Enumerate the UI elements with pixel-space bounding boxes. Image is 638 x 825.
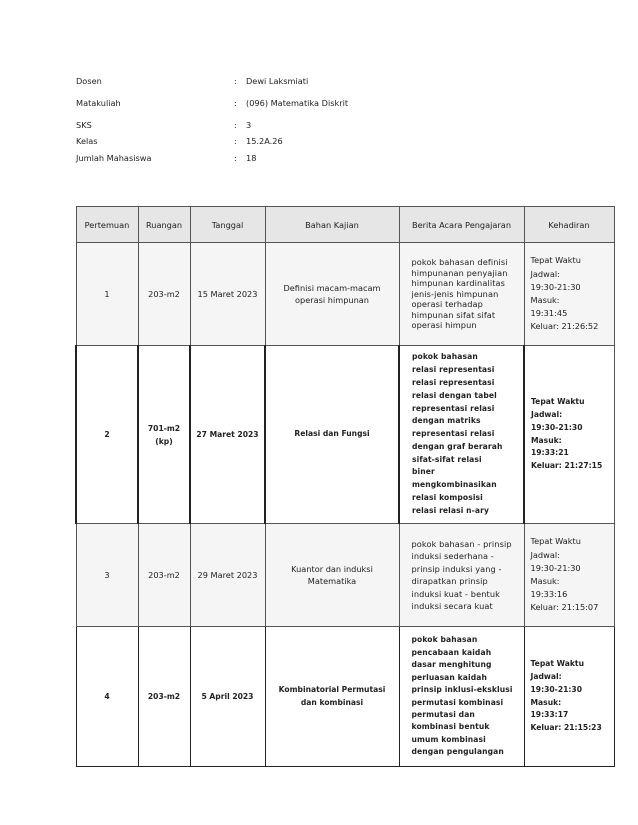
kehadiran-jadwal: 19:30-21:30 bbox=[530, 281, 581, 292]
table-row bbox=[76, 243, 614, 346]
info-colon: : bbox=[234, 98, 237, 108]
kehadiran-masuk-label: Masuk: bbox=[530, 697, 562, 707]
info-value: 3 bbox=[246, 120, 252, 130]
info-row-sks bbox=[76, 120, 576, 131]
info-value: Dewi Laksmiati bbox=[246, 76, 309, 86]
kehadiran-status: Tepat Waktu bbox=[530, 658, 584, 668]
course-info bbox=[76, 76, 576, 163]
cell-berita-acara: pokok bahasan pencabaan kaidah dasar menghitung perluasan kaidah prinsip inklusi-eksklusi permutasi kombinasi permutasi dan kombinasi bentuk umum kombinasi dengan pengulangan bbox=[399, 627, 524, 767]
cell-tanggal: 29 Maret 2023 bbox=[190, 524, 265, 627]
kehadiran-masuk: 19:33:17 bbox=[530, 710, 569, 720]
kehadiran-masuk: 19:31:45 bbox=[530, 308, 568, 319]
info-row-matakuliah bbox=[76, 98, 576, 109]
header-ruangan: Ruangan bbox=[138, 207, 190, 243]
cell-ruangan: 203-m2 bbox=[138, 243, 190, 346]
cell-bahan-kajian: Relasi dan Fungsi bbox=[265, 346, 399, 524]
info-label: Dosen bbox=[76, 76, 102, 86]
table-row bbox=[76, 627, 614, 767]
info-value: (096) Matematika Diskrit bbox=[246, 98, 349, 108]
cell-tanggal: 27 Maret 2023 bbox=[190, 346, 265, 524]
kehadiran-masuk-label: Masuk: bbox=[531, 435, 562, 445]
info-label: Kelas bbox=[76, 136, 98, 146]
info-colon: : bbox=[234, 136, 237, 146]
kehadiran-status: Tepat Waktu bbox=[530, 255, 581, 266]
info-label: SKS bbox=[76, 120, 92, 130]
cell-tanggal: 15 Maret 2023 bbox=[190, 243, 265, 346]
header-bahan-kajian: Bahan Kajian bbox=[265, 207, 399, 243]
attendance-table bbox=[75, 206, 615, 767]
info-row-kelas bbox=[76, 136, 576, 147]
table-row bbox=[76, 346, 614, 524]
kehadiran-status: Tepat Waktu bbox=[530, 536, 581, 547]
info-label: Matakuliah bbox=[76, 98, 121, 108]
cell-ruangan: 203-m2 bbox=[138, 627, 190, 767]
info-colon: : bbox=[234, 120, 237, 130]
kehadiran-jadwal: 19:30-21:30 bbox=[530, 684, 582, 694]
kehadiran-status: Tepat Waktu bbox=[531, 396, 585, 406]
info-label: Jumlah Mahasiswa bbox=[76, 153, 152, 163]
cell-kehadiran bbox=[524, 524, 614, 627]
cell-pertemuan: 3 bbox=[76, 524, 138, 627]
cell-bahan-kajian: Definisi macam-macam operasi himpunan bbox=[265, 243, 399, 346]
kehadiran-jadwal: 19:30-21:30 bbox=[530, 562, 581, 573]
info-value: 18 bbox=[246, 153, 257, 163]
cell-pertemuan: 2 bbox=[76, 346, 138, 524]
info-row-jumlah-mahasiswa bbox=[76, 153, 576, 164]
cell-ruangan: 203-m2 bbox=[138, 524, 190, 627]
kehadiran-keluar: Keluar: 21:15:23 bbox=[530, 723, 602, 733]
cell-kehadiran bbox=[524, 346, 614, 524]
kehadiran-keluar: Keluar: 21:27:15 bbox=[531, 461, 603, 471]
kehadiran-keluar: Keluar: 21:26:52 bbox=[530, 321, 599, 332]
cell-berita-acara: pokok bahasan - prinsip induksi sederhana - prinsip induksi yang - dirapatkan prinsip induksi kuat - bentuk induksi secara kuat bbox=[399, 524, 524, 627]
kehadiran-jadwal: 19:30-21:30 bbox=[531, 422, 583, 432]
cell-bahan-kajian: Kuantor dan induksi Matematika bbox=[265, 524, 399, 627]
kehadiran-jadwal-label: Jadwal: bbox=[531, 409, 563, 419]
table-row bbox=[76, 524, 614, 627]
info-row-dosen bbox=[76, 76, 576, 87]
kehadiran-masuk: 19:33:21 bbox=[531, 448, 569, 458]
kehadiran-jadwal-label: Jadwal: bbox=[530, 268, 560, 279]
header-berita-acara: Berita Acara Pengajaran bbox=[399, 207, 524, 243]
header-pertemuan: Pertemuan bbox=[76, 207, 138, 243]
info-colon: : bbox=[234, 153, 237, 163]
cell-berita-acara: pokok bahasan definisi himpunanan penyajian himpunan kardinalitas jenis-jenis himpunan operasi terhadap himpunan sifat sifat operasi himpun bbox=[399, 243, 524, 346]
kehadiran-masuk-label: Masuk: bbox=[530, 576, 560, 586]
cell-pertemuan: 1 bbox=[76, 243, 138, 346]
info-colon: : bbox=[234, 76, 237, 86]
cell-tanggal: 5 April 2023 bbox=[190, 627, 265, 767]
cell-pertemuan: 4 bbox=[76, 627, 138, 767]
cell-kehadiran bbox=[524, 627, 614, 767]
info-value: 15.2A.26 bbox=[246, 136, 283, 146]
kehadiran-keluar: Keluar: 21:15:07 bbox=[530, 602, 599, 613]
kehadiran-jadwal-label: Jadwal: bbox=[530, 671, 562, 681]
cell-berita-acara: pokok bahasan relasi representasi relasi representasi relasi dengan tabel representasi relasi dengan matriks representasi relasi dengan graf berarah sifat-sifat relasi biner mengkombinasikan relasi komposisi relasi relasi n-ary bbox=[399, 346, 524, 524]
kehadiran-jadwal-label: Jadwal: bbox=[530, 549, 560, 560]
header-tanggal: Tanggal bbox=[190, 207, 265, 243]
cell-kehadiran bbox=[524, 243, 614, 346]
header-kehadiran: Kehadiran bbox=[524, 207, 614, 243]
kehadiran-masuk: 19:33:16 bbox=[530, 589, 568, 600]
table-header-row bbox=[76, 207, 614, 243]
kehadiran-masuk-label: Masuk: bbox=[530, 295, 560, 305]
cell-ruangan: 701-m2 (kp) bbox=[138, 346, 190, 524]
cell-bahan-kajian: Kombinatorial Permutasi dan kombinasi bbox=[265, 627, 399, 767]
